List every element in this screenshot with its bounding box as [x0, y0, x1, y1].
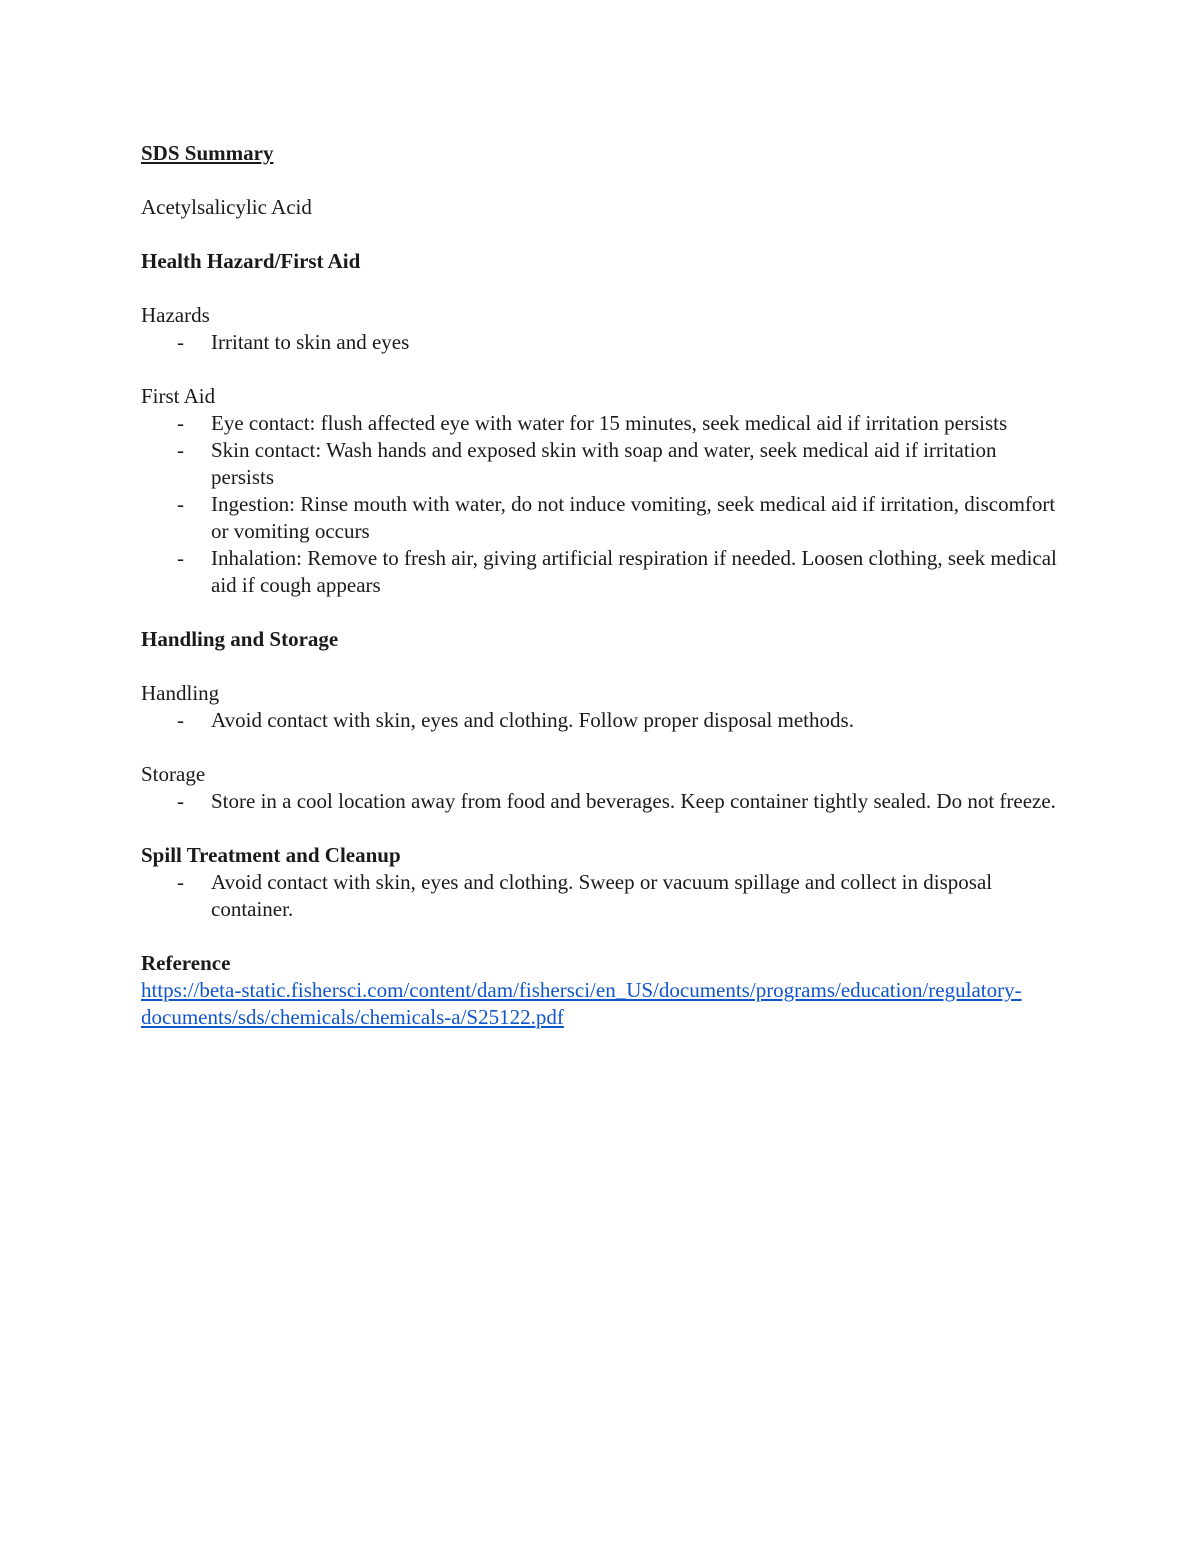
handling-section-heading: Handling and Storage — [141, 627, 339, 651]
list-item — [141, 437, 1061, 491]
list-item — [141, 869, 1061, 923]
reference-heading: Reference — [141, 951, 231, 975]
document-page — [141, 140, 1061, 1031]
list-item-text: Avoid contact with skin, eyes and clothing. Follow proper disposal methods. — [211, 708, 854, 732]
reference-link[interactable]: https://beta-static.fishersci.com/content/dam/fishersci/en_US/documents/programs/education/regulatory-documents/sds/chemicals/chemicals-a/S25122.pdf — [141, 978, 1022, 1029]
list-item — [141, 788, 1061, 815]
list-item-text: Eye contact: flush affected eye with water for 15 minutes, seek medical aid if irritation persists — [211, 411, 1008, 435]
dash-bullet: - — [177, 330, 184, 354]
list-item-text: Skin contact: Wash hands and exposed skin with soap and water, seek medical aid if irritation persists — [211, 438, 997, 489]
list-item-text: Store in a cool location away from food and beverages. Keep container tightly sealed. Do not freeze. — [211, 789, 1056, 813]
dash-bullet: - — [177, 411, 184, 435]
first-aid-list — [141, 410, 1061, 599]
chemical-name: Acetylsalicylic Acid — [141, 195, 312, 219]
document-title: SDS Summary — [141, 141, 274, 165]
list-item — [141, 545, 1061, 599]
dash-bullet: - — [177, 708, 184, 732]
list-item-text: Inhalation: Remove to fresh air, giving artificial respiration if needed. Loosen clothing, seek medical aid if cough appears — [211, 546, 1057, 597]
storage-label: Storage — [141, 762, 206, 786]
list-item — [141, 491, 1061, 545]
handling-list — [141, 707, 1061, 734]
list-item — [141, 707, 1061, 734]
health-section-heading: Health Hazard/First Aid — [141, 249, 361, 273]
list-item-text: Avoid contact with skin, eyes and clothing. Sweep or vacuum spillage and collect in disposal container. — [211, 870, 993, 921]
first-aid-label: First Aid — [141, 384, 216, 408]
list-item — [141, 329, 1061, 356]
dash-bullet: - — [177, 870, 184, 894]
list-item-text: Irritant to skin and eyes — [211, 330, 410, 354]
hazards-label: Hazards — [141, 303, 210, 327]
spill-section-heading: Spill Treatment and Cleanup — [141, 843, 401, 867]
storage-list — [141, 788, 1061, 815]
dash-bullet: - — [177, 789, 184, 813]
hazards-list — [141, 329, 1061, 356]
handling-label: Handling — [141, 681, 220, 705]
list-item — [141, 410, 1061, 437]
dash-bullet: - — [177, 492, 184, 516]
spill-list — [141, 869, 1061, 923]
dash-bullet: - — [177, 546, 184, 570]
dash-bullet: - — [177, 438, 184, 462]
list-item-text: Ingestion: Rinse mouth with water, do not induce vomiting, seek medical aid if irritation, discomfort or vomiting occurs — [211, 492, 1056, 543]
